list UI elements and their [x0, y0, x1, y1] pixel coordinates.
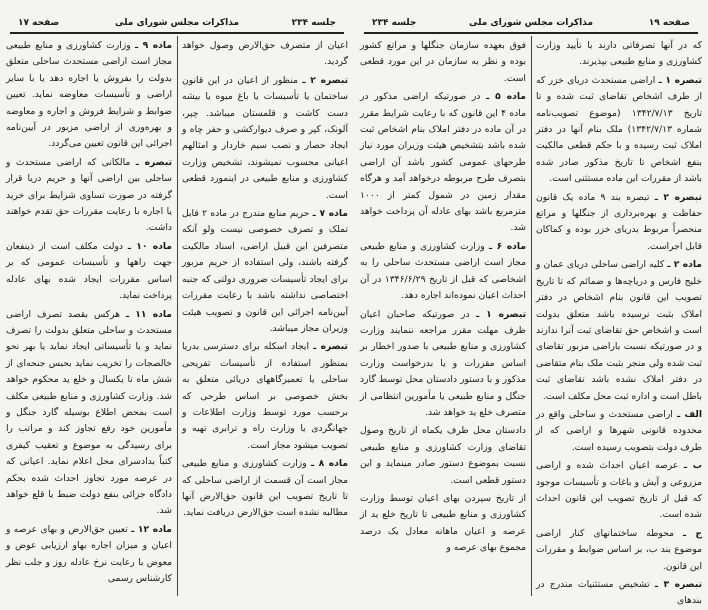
- article-text: وزارت کشاورزی و منابع طبیعی مجاز است آن قسمت از اراضی ساحلی که تا تاریخ تصویب این قانون حق‌الارض آنها مطالبه نشده است حق‌الارض دریافت نماید.: [182, 458, 348, 519]
- session-number: جلسه ۲۳۴: [372, 18, 417, 28]
- article-text: عرصه اعیان احداث شده و اراضی مزروعی و آیش و باغات و تأسیسات موجود که قبل از تاریخ تصویب این قانون احداث شده است.: [536, 460, 702, 521]
- article-text: حریم منابع مندرج در ماده ۲ قابل تملک و تصرف خصوصی نیست ولو آنکه متصرفین این قبیل اراضی، اسناد مالکیت گرفته باشند، ولی استفاده از حریم مزبور برای ایجاد تأسیسات ضروری دولتی که جنبه اختصاصی نداشته باشد با رعایت مقررات آیین‌نامه اجرائی این قانون و تصویب هیئت وزیران مجاز میباشد.: [182, 208, 348, 334]
- article-paragraph: [360, 89, 526, 237]
- article-paragraph: [6, 239, 172, 305]
- article-paragraph: [6, 38, 172, 153]
- article-text: اراضی مستحدث دریای خزر که از طرف اشخاص تقاضای ثبت شده و تا تاریخ ۱۳۴۲/۷/۱۳ (موضوع تصویب‌نامه شماره ۱۳۴۲/۷/۱۳) ملک بنام آنها در دفتر املاک ثبت رسیده و با حکم قطعی مالکیت بنفع اشخاص تا تاریخ مذکور صادر شده باشد از مقررات این ماده مستثنی است.: [536, 74, 702, 185]
- article-heading: ج ـ: [682, 527, 703, 539]
- article-paragraph: [6, 155, 172, 237]
- article-heading: ماده ۱۰ ـ: [127, 240, 172, 252]
- text-column-left: [6, 38, 172, 594]
- article-heading: ماده ۵ ـ: [486, 91, 526, 103]
- article-paragraph: [536, 526, 702, 575]
- text-column-right: [536, 38, 703, 607]
- article-heading: ماده ۱۲ ـ: [131, 523, 172, 535]
- article-heading: تبصره ـ: [313, 341, 349, 353]
- article-text: دولت مکلف است از ذینفعان جهت راهها و تأسیسات عمومی که بر اساس مقررات ایجاد شده بهای عادله پرداخت نماید.: [6, 240, 172, 302]
- header-rule: [10, 32, 344, 34]
- article-text: اراضی مستحدث و ساحلی واقع در محدوده قانونی شهرها و اراضی که از طرف دولت بتصویب رسیده است.: [536, 408, 702, 453]
- column-divider: [177, 36, 178, 596]
- left-page: [0, 0, 354, 600]
- article-text: اعیان از متصرف حق‌الارض وصول خواهد گردید.: [182, 40, 348, 68]
- article-heading: تبصره ۱ ـ: [658, 74, 703, 86]
- article-text: وزارت کشاورزی و منابع طبیعی مجاز است اراضی مستحدث ساحلی متعلق بدولت را بفروش یا اجاره دهد یا با سایر اراضی و تأسیسات معاوضه نماید. تعیین ضوابط و شرایط فروش و اجاره و معاوضه و بهره‌وری از اراضی مزبور در آیین‌نامه اجرائی این قانون تعیین می‌گردد.: [6, 40, 172, 150]
- article-heading: ماده ۷ ـ: [312, 208, 348, 220]
- article-heading: ماده ۸ ـ: [310, 458, 349, 470]
- article-text: کلیه اراضی ساحلی دریای عمان و خلیج فارس و دریاچه‌ها و ضمائم که تا تاریخ تصویب این قانون بنام اشخاص در دفتر املاک بثبت نرسیده باشد متعلق بدولت است و اشخاص حق تقاضای ثبت آنرا ندارند و در صورتیکه نسبت باراضی مزبور تقاضای ثبت شده ولی منجر بثبت ملک بنام متقاضی در دفتر املاک نشده باشد تقاضای ثبت باطل است و اداره ثبت محل مکلف است.: [536, 259, 702, 402]
- article-paragraph: [360, 423, 526, 489]
- article-text: که در آنها تصرفاتی دارند با تأیید وزارت کشاورزی و منابع طبیعی بپذیرند.: [536, 40, 702, 68]
- article-text: ایجاد اسکله برای دسترسی بدریا بمنظور استفاده از تأسیسات تفریحی ساحلی یا تعمیرگاههای دریائی متعلق به بخش خصوصی بر اساس طرحی که برحسب مورد توسط وزارت اطلاعات و جهانگردی یا وزارت راه و ترابری تهیه و تصویب میشود مجاز است.: [182, 341, 348, 451]
- article-heading: ماده ۹ ـ: [134, 40, 173, 51]
- article-paragraph: [182, 339, 348, 454]
- page-header: [362, 18, 700, 32]
- article-heading: تبصره ۳ ـ: [654, 579, 703, 590]
- page-header: [8, 18, 346, 32]
- text-column-right: [182, 38, 348, 594]
- article-text: در صورتیکه صاحبان اعیان ظرف مهلت مقرر مراجعه ننمایند وزارت کشاورزی و منابع طبیعی با صدور اخطار بر اساس مقررات و یا بدرخواست وزارت مذکور و با دستور دادستان محل توسط گارد جنگل و منابع طبیعی یا مأمورین انتظامی از متصرف خلع ید خواهد شد.: [360, 308, 526, 418]
- article-paragraph: [182, 456, 348, 522]
- article-heading: ماده ۶ ـ: [488, 240, 527, 252]
- article-paragraph: [360, 307, 526, 422]
- article-heading: تبصره ۱ ـ: [476, 308, 527, 320]
- article-text: مالکانی که اراضی مستحدث و ساحلی بین اراضی آنها و حریم دریا قرار گرفته در صورت تساوی شرایط برای خرید یا اجاره با رعایت مقررات حق تقدم خواهند داشت.: [6, 156, 172, 234]
- article-heading: ب ـ: [683, 460, 703, 472]
- article-paragraph: [536, 407, 702, 456]
- article-text: منظور از اعیان در این قانون ساختمان یا تأسیسات یا باغ میوه یا بیشه دست کاشت و قلمستان میباشد. چپر، آلونک، کپر و صرف دیوارکشی و حفر چاه و ایجاد حصار و نصب سیم خاردار و امثالهم اعیانی محسوب نمیشوند، تشخیص وزارت کشاورزی و منابع طبیعی در اینمورد قطعی است.: [182, 74, 348, 201]
- article-paragraph: [536, 73, 702, 188]
- page-number: صفحه ۱۹: [648, 18, 690, 28]
- article-heading: ماده ۲ ـ: [667, 259, 702, 271]
- article-paragraph: [6, 522, 172, 588]
- article-text: تبصره بند ۹ ماده یک قانون حفاظت و بهره‌برداری از جنگلها و مراتع منحصراً مربوط بدریای خزر بوده و کماکان قابل اجراست.: [536, 191, 702, 252]
- article-text: تعیین حق‌الارض و بهای عرصه و اعیان و میزان اجاره بهاو ارزیابی عوض و معوض با رعایت نرخ عادله روز و جلب نظر کارشناس رسمی: [6, 523, 172, 584]
- article-heading: تبصره ـ: [135, 156, 173, 168]
- publication-title: مذاکرات مجلس شورای ملی: [468, 18, 594, 28]
- article-heading: الف ـ: [676, 408, 702, 420]
- article-text: تشخیص مستثنیات مندرج در بندهای: [536, 579, 702, 607]
- article-paragraph: [6, 307, 172, 520]
- article-text: وزارت کشاورزی و منابع طبیعی مجاز است اراضی مستحدث ساحلی را به اشخاصی که قبل از تاریخ ۱۳۴۶/۶/۲۹ در آن احداث اعیان نموده‌اند اجاره دهد.: [360, 240, 527, 302]
- article-paragraph: [360, 38, 526, 87]
- article-paragraph: [182, 73, 348, 204]
- article-text: دادستان محل ظرف یکماه از تاریخ وصول تقاضای وزارت کشاورزی و منابع طبیعی نسبت بموضوع دستور صادر مینماید و این دستور قطعی است.: [360, 425, 526, 486]
- article-text: هرکس بقصد تصرف اراضی مستحدث و ساحلی متعلق بدولت را تصرف نماید و یا تأسیساتی ایجاد نماید یا بهر نحو خالصجات را تخریب نماید بحبس جنحه‌ای از شش ماه تا یکسال و خلع ید محکوم خواهد شد. وزارت کشاورزی و منابع طبیعی مکلف است بمحض اطلاع بوسیله گارد جنگل و مأمورین خود رفع تجاوز کند و مراتب را برای رسیدگی به موضوع و تعقیب کیفری کتباً بدادسرای محل اعلام نماید. اعیانی که در عرصه مورد تجاوز احداث شده بحکم دادگاه جزائی بنفع دولت ضبط یا قلع خواهد شد.: [6, 308, 172, 517]
- article-paragraph: [536, 257, 702, 405]
- article-paragraph: [536, 190, 702, 256]
- article-text: فوق بعهده سازمان جنگلها و مراتع کشور بوده و نظر به سازمان در این مورد قطعی است.: [360, 40, 526, 84]
- article-heading: تبصره ۲ ـ: [302, 74, 349, 86]
- column-divider: [531, 36, 532, 596]
- article-paragraph: [536, 38, 702, 71]
- article-paragraph: [536, 577, 702, 610]
- session-number: جلسه ۲۳۴: [291, 18, 336, 28]
- article-text: در صورتیکه اراضی مذکور در ماده ۴ این قانون که با رعایت شرایط مقرر در آن ماده در دفتر املاک بنام اشخاص ثبت شده باشد بتشخیص هیئت وزیران مورد نیاز طرحهای عمومی کشور باشد آن اراضی بتصرف طرح مربوطه درخواهد آمد و هرگاه مقدار زمین در شمول کمتر از ۱۰۰۰ مترمربع باشد بهای عادله آن پرداخت خواهد شد.: [360, 91, 526, 234]
- right-page: [354, 0, 708, 607]
- page-number: صفحه ۱۷: [18, 18, 60, 28]
- publication-title: مذاکرات مجلس شورای ملی: [114, 18, 240, 28]
- article-paragraph: [182, 38, 348, 71]
- article-text: محوطه ساختمانهای کنار اراضی موضوع بند ب، بر اساس ضوابط و مقررات این قانون.: [536, 527, 702, 572]
- text-column-left: [360, 38, 526, 594]
- article-text: از تاریخ سپردن بهای اعیان توسط وزارت کشاورزی و منابع طبیعی تا تاریخ خلع ید از عرصه و اعیان ماهانه معادل یک درصد مجموع بهای عرصه و: [360, 492, 526, 554]
- header-rule: [364, 32, 698, 34]
- article-paragraph: [536, 458, 702, 524]
- article-paragraph: [182, 206, 348, 337]
- article-heading: تبصره ۲ ـ: [654, 191, 702, 203]
- article-heading: ماده ۱۱ ـ: [125, 308, 172, 320]
- article-paragraph: [360, 239, 526, 305]
- article-paragraph: [360, 491, 526, 557]
